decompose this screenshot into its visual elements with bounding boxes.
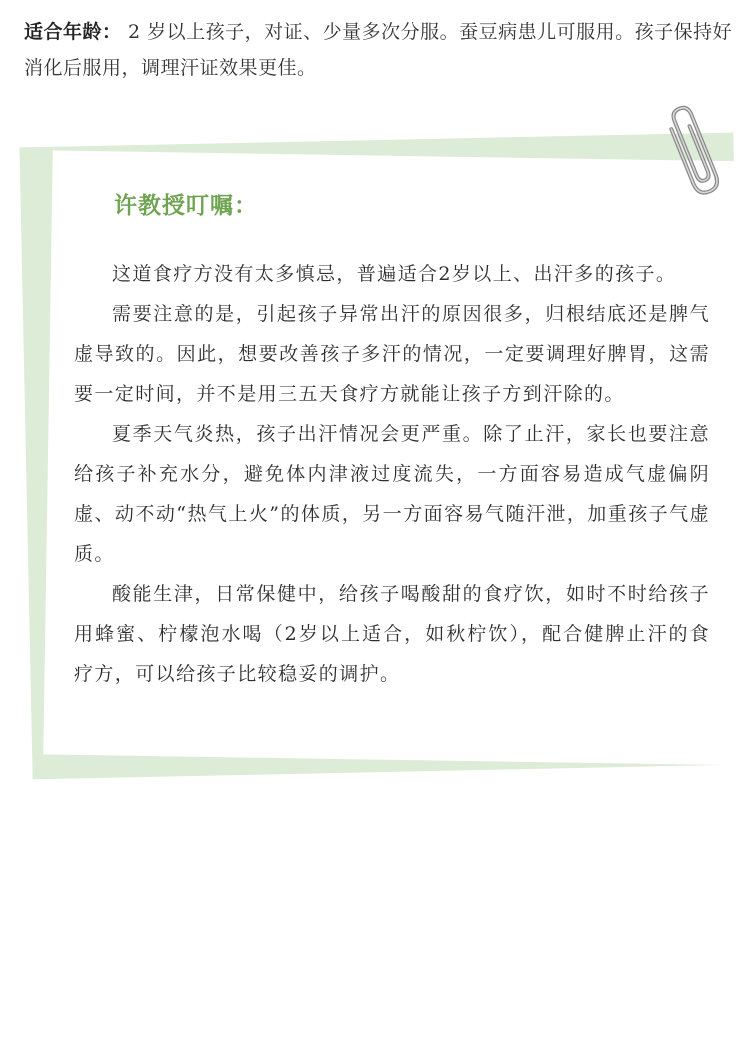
age-suitability-label: 适合年龄： <box>24 21 122 43</box>
note-card-title: 许教授叮嘱： <box>114 193 258 219</box>
age-suitability-paragraph <box>24 14 736 86</box>
note-card-body <box>74 254 710 694</box>
age-suitability-text: 2 岁以上孩子，对证、少量多次分服。蚕豆病患儿可服用。孩子保持好消化后服用，调理汗证效果更佳。 <box>24 21 733 79</box>
note-paragraph: 酸能生津，日常保健中，给孩子喝酸甜的食疗饮，如时不时给孩子用蜂蜜、柠檬泡水喝（2岁以上适合，如秋柠饮），配合健脾止汗的食疗方，可以给孩子比较稳妥的调护。 <box>74 583 710 685</box>
note-paragraph: 夏季天气炎热，孩子出汗情况会更严重。除了止汗，家长也要注意给孩子补充水分，避免体内津液过度流失，一方面容易造成气虚偏阴虚、动不动“热气上火”的体质，另一方面容易气随汗泄，加重孩子气虚质。 <box>74 423 710 565</box>
note-paragraph: 这道食疗方没有太多慎忌，普遍适合2岁以上、出汗多的孩子。 <box>112 263 677 285</box>
note-paragraph: 需要注意的是，引起孩子异常出汗的原因很多，归根结底还是脾气虚导致的。因此，想要改善孩子多汗的情况，一定要调理好脾胃，这需要一定时间，并不是用三五天食疗方就能让孩子方到汗除的。 <box>74 303 710 405</box>
note-card-content <box>74 186 710 694</box>
